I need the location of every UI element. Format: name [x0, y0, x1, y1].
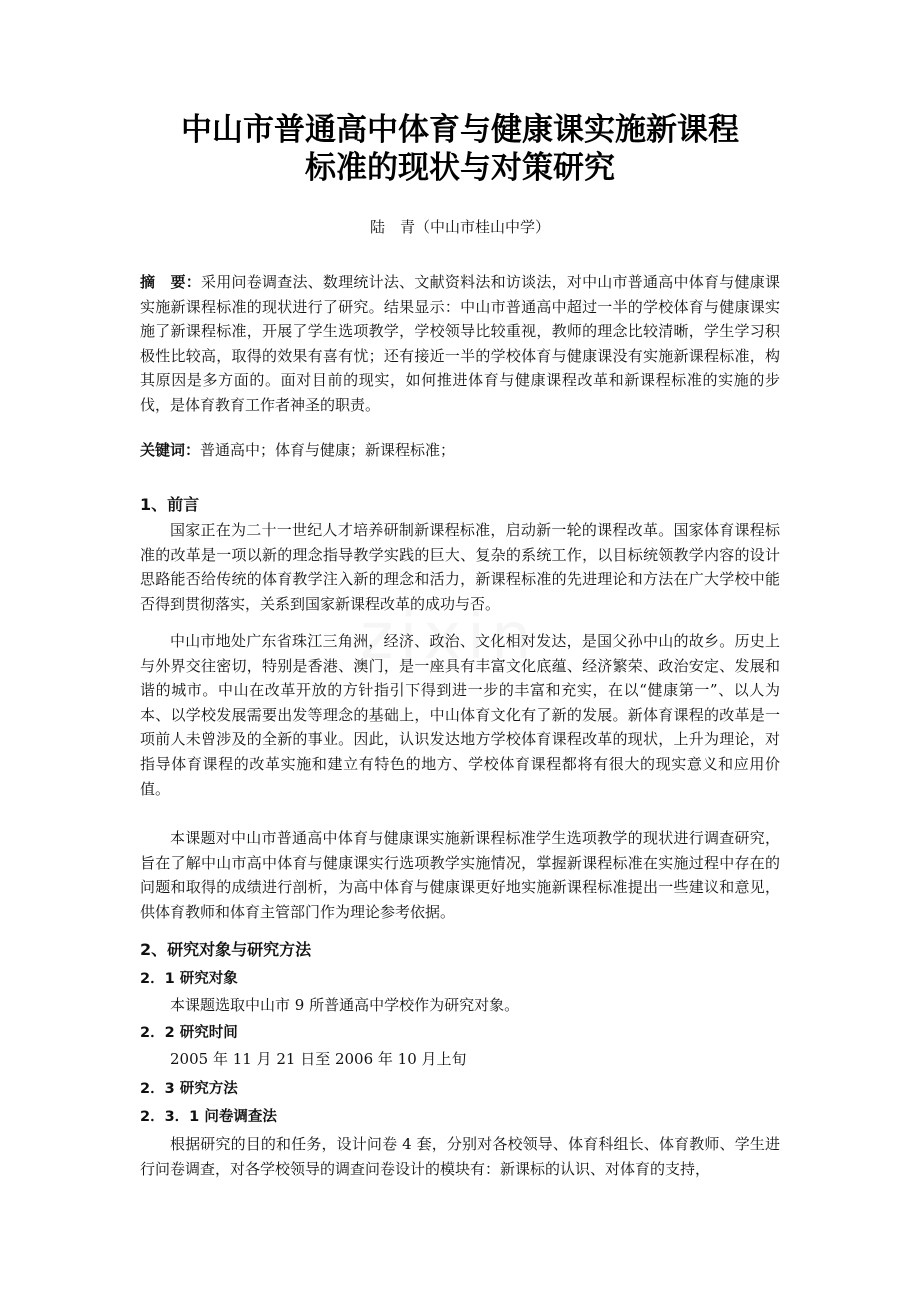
keywords-text: 普通高中；体育与健康；新课程标准； — [200, 441, 456, 459]
section-1-paragraph-3: 本课题对中山市普通高中体育与健康课实施新课程标准学生选项教学的现状进行调查研究，旨在了解中山市高中体育与健康课实行选项教学实施情况，掌握新课程标准在实施过程中存在的问题和取得的成绩进行剖析，为高中体育与健康课更好地实施新课程标准提出一些建议和意见，供体育教师和体育主管部门作为理论参考依据。 — [140, 829, 780, 921]
abstract-text: 采用问卷调查法、数理统计法、文献资料法和访谈法，对中山市普通高中体育与健康课实施新课程标准的现状进行了研究。结果显示：中山市普通高中超过一半的学校体育与健康课实施了新课程标准，开展了学生选项教学，学校领导比较重视，教师的理念比较清晰，学生学习积极性比较高，取得的效果有喜有忧；还有接近一半的学校体育与健康课没有实施新课程标准，构其原因是多方面的。面对目前的现实，如何推进体育与健康课程改革和新课程标准的实施的步伐，是体育教育工作者神圣的职责。 — [140, 273, 780, 414]
abstract — [140, 270, 780, 418]
section-2-3-1-text: 根据研究的目的和任务，设计问卷 4 套，分别对各校领导、体育科组长、体育教师、学生进行问卷调查，对各学校领导的调查问卷设计的模块有：新课标的认识、对体育的支持， — [140, 1135, 780, 1178]
paper-title-line-2: 标准的现状与对策研究 — [305, 150, 615, 186]
author-affiliation: 陆 青（中山市桂山中学） — [369, 218, 550, 236]
keywords-label: 关键词： — [140, 441, 201, 459]
section-2-2-heading: 2．2 研究时间 — [140, 1025, 238, 1041]
keywords — [140, 438, 780, 463]
section-2-heading: 2、研究对象与研究方法 — [140, 940, 312, 959]
section-2-1-text: 本课题选取中山市 9 所普通高中学校作为研究对象。 — [170, 996, 520, 1014]
section-2-1-heading: 2．1 研究对象 — [140, 971, 238, 987]
section-1-paragraph-1: 国家正在为二十一世纪人才培养研制新课程标准，启动新一轮的课程改革。国家体育课程标准的改革是一项以新的理念指导教学实践的巨大、复杂的系统工作，以目标统领教学内容的设计思路能否给传统的体育教学注入新的理念和活力，新课程标准的先进理论和方法在广大学校中能否得到贯彻落实，关系到国家新课程改革的成功与否。 — [140, 521, 780, 613]
section-2-2-text: 2005 年 11 月 21 日至 2006 年 10 月上旬 — [170, 1050, 467, 1068]
section-2-3-heading: 2．3 研究方法 — [140, 1081, 238, 1097]
section-1-paragraph-2: 中山市地处广东省珠江三角洲，经济、政治、文化相对发达，是国父孙中山的故乡。历史上与外界交往密切，特别是香港、澳门，是一座具有丰富文化底蕴、经济繁荣、政治安定、发展和谐的城市。中山在改革开放的方针指引下得到进一步的丰富和充实，在以“健康第一”、以人为本、以学校发展需要出发等理念的基础上，中山体育文化有了新的发展。新体育课程的改革是一项前人未曾涉及的全新的事业。因此，认识发达地方学校体育课程改革的现状，上升为理论，对指导体育课程的改革实施和建立有特色的地方、学校体育课程都将有很大的现实意义和应用价值。 — [140, 632, 780, 798]
section-2-3-1-heading: 2．3．1 问卷调查法 — [140, 1109, 277, 1125]
paper-title-line-1: 中山市普通高中体育与健康课实施新课程 — [181, 112, 739, 148]
abstract-label: 摘 要： — [140, 273, 201, 291]
section-1-heading: 1、前言 — [140, 495, 200, 514]
